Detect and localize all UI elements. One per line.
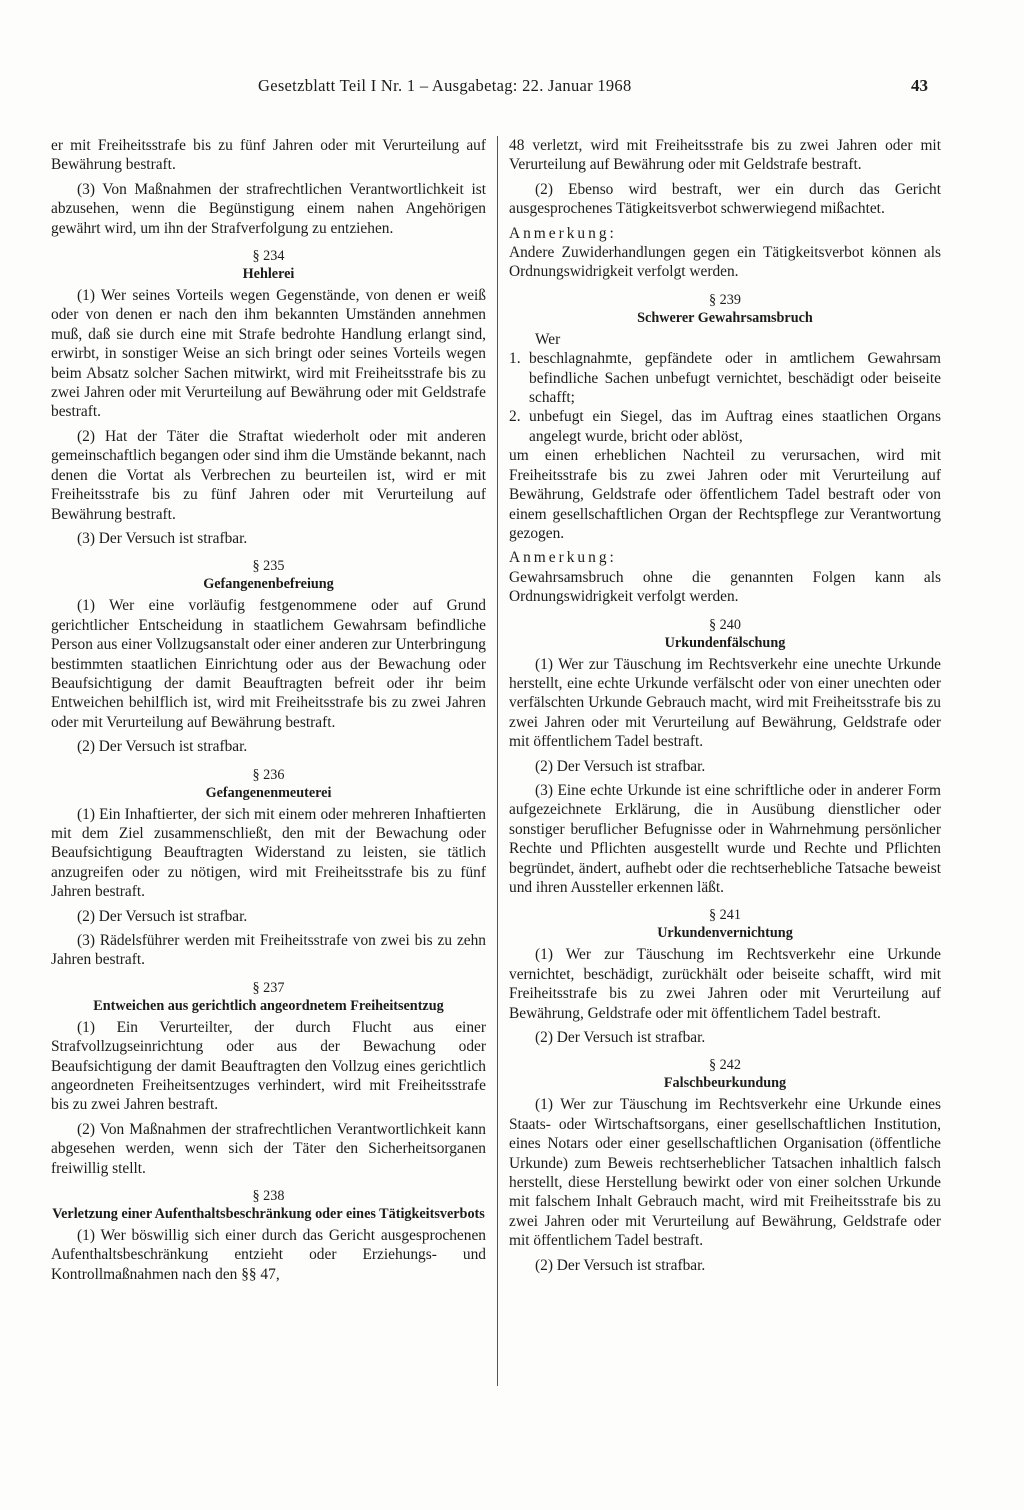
paragraph: (1) Wer eine vorläufig festgenommene oder auf Grund gerichtlicher Entscheidung in staatlichem Gewahrsam befindliche Person aus einer Vollzugsanstalt oder einer anderen zur Unterbringung bestimmten staatlichen Einrichtung oder aus der Bewachung oder Beaufsichtigung der damit Beauftragten befreit oder ihr beim Entweichen behilflich ist, wird mit Freiheitsstrafe bis zu zwei Jahren oder mit Verurteilung auf Bewährung bestraft.: [51, 597, 486, 731]
list-item: [509, 349, 941, 407]
section-number-237: § 237: [252, 979, 285, 996]
continued-paragraph: er mit Freiheitsstrafe bis zu fünf Jahren oder mit Verurteilung auf Bewährung bestraft.: [51, 137, 486, 174]
paragraph: (1) Wer böswillig sich einer durch das Gericht ausgesprochenen Aufenthaltsbeschränkung entzieht oder Erziehungs- und Kontrollmaßnahmen nach den §§ 47,: [51, 1227, 486, 1283]
section-number-239: § 239: [709, 291, 741, 308]
note-label: Anmerkung:: [509, 224, 617, 242]
section-title-239: Schwerer Gewahrsamsbruch: [637, 309, 813, 326]
left-column: [51, 136, 486, 1289]
section-number-235: § 235: [252, 558, 285, 575]
section-title-240: Urkundenfälschung: [664, 634, 786, 651]
note-text: Gewahrsamsbruch ohne die genannten Folgen kann als Ordnungswidrigkeit verfolgt werden.: [509, 568, 941, 606]
paragraph: (1) Wer seines Vorteils wegen Gegenstände, von denen er weiß oder von denen er nach den ihm bekannten Umständen annehmen muß, daß sie durch eine mit Strafe bedrohte Handlung erlangt sind, erwirbt, in sonstiger Weise an sich bringt oder seines Vorteils wegen beim Absatz solcher Sachen mitwirkt, wird mit Freiheitsstrafe bis zu zwei Jahren oder mit Verurteilung auf Bewährung oder mit Geldstrafe bestraft.: [51, 287, 486, 421]
paragraph: (1) Ein Inhaftierter, der sich mit einem oder mehreren Inhaftierten mit dem Ziel zusammenschließt, den mit der Bewachung oder Beaufsichtigung Beauftragten Widerstand zu leisten, sie tätlich anzugreifen oder zu nötigen, wird mit Freiheitsstrafe bis zu fünf Jahren bestraft.: [51, 805, 486, 901]
paragraph: (1) Ein Verurteilter, der durch Flucht aus einer Strafvollzugseinrichtung oder aus der Bewachung oder Beaufsichtigung der damit Beauftragten den Vollzug eines gerichtlich angeordneten Freiheitsentzuges verhindert, wird mit Freiheitsstrafe bis zu zwei Jahren bestraft.: [51, 1018, 486, 1114]
section-title-242: Falschbeurkundung: [663, 1075, 787, 1092]
section-number-240: § 240: [709, 616, 741, 633]
paragraph: (3) Von Maßnahmen der strafrechtlichen Verantwortlichkeit ist abzusehen, wenn die Begünstigung einem nahen Angehörigen gewährt wird, um ihn der Strafverfolgung zu entziehen.: [51, 180, 486, 237]
section-number-234: § 234: [252, 248, 285, 265]
paragraph: (3) Eine echte Urkunde ist eine schriftliche oder in anderer Form aufgezeichnete Erklärung, die in Ausübung dienstlicher oder sonstiger beruflicher Befugnisse oder in Wahrnehmung persönlicher Rechte und Pflichten ausgestellt wurde und Rechte und Pflichten begründet, ändert, aufhebt oder die rechtserhebliche Tatsache beweist und ihren Aussteller erkennen läßt.: [509, 781, 941, 896]
paragraph: (1) Wer zur Täuschung im Rechtsverkehr eine Urkunde eines Staats- oder Wirtschaftsorgans, einer gesellschaftlichen Institution, eines Notars oder einer gesellschaftlichen Organisation (öffentliche Urkunde) zum Beweis rechtserheblicher Tatsachen inhaltlich falsch herstellt, diese Herstellung bewirkt oder von einer solchen Urkunde mit falschem Inhalt Gebrauch macht, wird mit Freiheitsstrafe bis zu zwei Jahren oder mit Verurteilung auf Bewährung, Geldstrafe oder mit öffentlichem Tadel bestraft.: [509, 1096, 941, 1250]
section-title-235: Gefangenenbefreiung: [203, 576, 334, 593]
section-number-236: § 236: [252, 766, 285, 783]
section-number-242: § 242: [709, 1057, 741, 1074]
page-number: 43: [911, 76, 928, 95]
paragraph: (3) Der Versuch ist strafbar.: [77, 529, 248, 547]
right-column: [509, 136, 941, 1280]
note-label: Anmerkung:: [509, 549, 617, 567]
list-item-number: 2.: [509, 408, 521, 426]
page-header: [0, 76, 1024, 100]
paragraph: (2) Der Versuch ist strafbar.: [535, 1256, 706, 1274]
section-number-238: § 238: [252, 1188, 285, 1205]
paragraph: (3) Rädelsführer werden mit Freiheitsstrafe von zwei bis zu zehn Jahren bestraft.: [51, 932, 486, 969]
paragraph: (2) Ebenso wird bestraft, wer ein durch das Gericht ausgesprochenes Tätigkeitsverbot schwerwiegend mißachtet.: [509, 180, 941, 218]
section-title-237: Entweichen aus gerichtlich angeordnetem Freiheitsentzug: [93, 997, 444, 1014]
enumerated-list: [509, 349, 941, 446]
paragraph: (1) Wer zur Täuschung im Rechtsverkehr eine Urkunde vernichtet, beschädigt, zurückhält oder beiseite schafft, wird mit Freiheitsstrafe bis zu zwei Jahren oder mit Verurteilung auf Bewährung, Geldstrafe oder mit öffentlichem Tadel bestraft.: [509, 946, 941, 1022]
paragraph: Wer: [535, 330, 561, 348]
list-item-text: unbefugt ein Siegel, das im Auftrag eines staatlichen Organs angelegt wurde, bricht oder ablöst,: [529, 408, 941, 445]
continued-paragraph: 48 verletzt, wird mit Freiheitsstrafe bis zu zwei Jahren oder mit Verurteilung auf Bewährung oder mit Geldstrafe bestraft.: [509, 137, 941, 174]
paragraph: (2) Von Maßnahmen der strafrechtlichen Verantwortlichkeit kann abgesehen werden, wenn sich der Täter den Sicherheitsorganen freiwillig stellt.: [51, 1120, 486, 1177]
note-text: Andere Zuwiderhandlungen gegen ein Tätigkeitsverbot können als Ordnungswidrigkeit verfolgt werden.: [509, 244, 941, 281]
paragraph: (2) Der Versuch ist strafbar.: [77, 907, 248, 925]
section-title-241: Urkundenvernichtung: [657, 925, 793, 942]
section-number-241: § 241: [709, 907, 741, 924]
list-item-text: beschlagnahmte, gepfändete oder in amtlichem Gewahrsam befindliche Sachen unbefugt vernichtet, beschädigt oder beiseite schafft;: [529, 350, 941, 407]
paragraph: um einen erheblichen Nachteil zu verursachen, wird mit Freiheitsstrafe bis zu zwei Jahren oder mit Verurteilung auf Bewährung, Geldstrafe oder öffentlichem Tadel bestraft oder von einem gesellschaftlichen Organ der Rechtspflege zur Verantwortung gezogen.: [509, 447, 941, 542]
paragraph: (2) Der Versuch ist strafbar.: [535, 1029, 706, 1047]
column-divider: [497, 136, 498, 1386]
list-item-number: 1.: [509, 350, 521, 368]
paragraph: (2) Der Versuch ist strafbar.: [77, 738, 248, 756]
section-title-236: Gefangenenmeuterei: [205, 784, 332, 801]
paragraph: (2) Hat der Täter die Straftat wiederholt oder mit anderen gemeinschaftlich begangen oder sind ihm die Umstände bekannt, nach denen die Vortat als Verbrechen zu beurteilen ist, wird er mit Freiheitsstrafe bis zu fünf Jahren oder mit Verurteilung auf Bewährung bestraft.: [51, 427, 486, 523]
gazette-title: Gesetzblatt Teil I Nr. 1 – Ausgabetag: 22. Januar 1968: [258, 76, 632, 95]
section-title-234: Hehlerei: [242, 266, 295, 283]
paragraph: (1) Wer zur Täuschung im Rechtsverkehr eine unechte Urkunde herstellt, eine echte Urkunde verfälscht oder von einer unechten oder verfälschten Urkunde Gebrauch macht, wird mit Freiheitsstrafe bis zu zwei Jahren oder mit Verurteilung auf Bewährung, Geldstrafe oder mit öffentlichem Tadel bestraft.: [509, 655, 941, 751]
list-item: [509, 407, 941, 446]
section-title-238: Verletzung einer Aufenthaltsbeschränkung oder eines Tätigkeitsverbots: [52, 1206, 485, 1223]
paragraph: (2) Der Versuch ist strafbar.: [535, 757, 706, 775]
